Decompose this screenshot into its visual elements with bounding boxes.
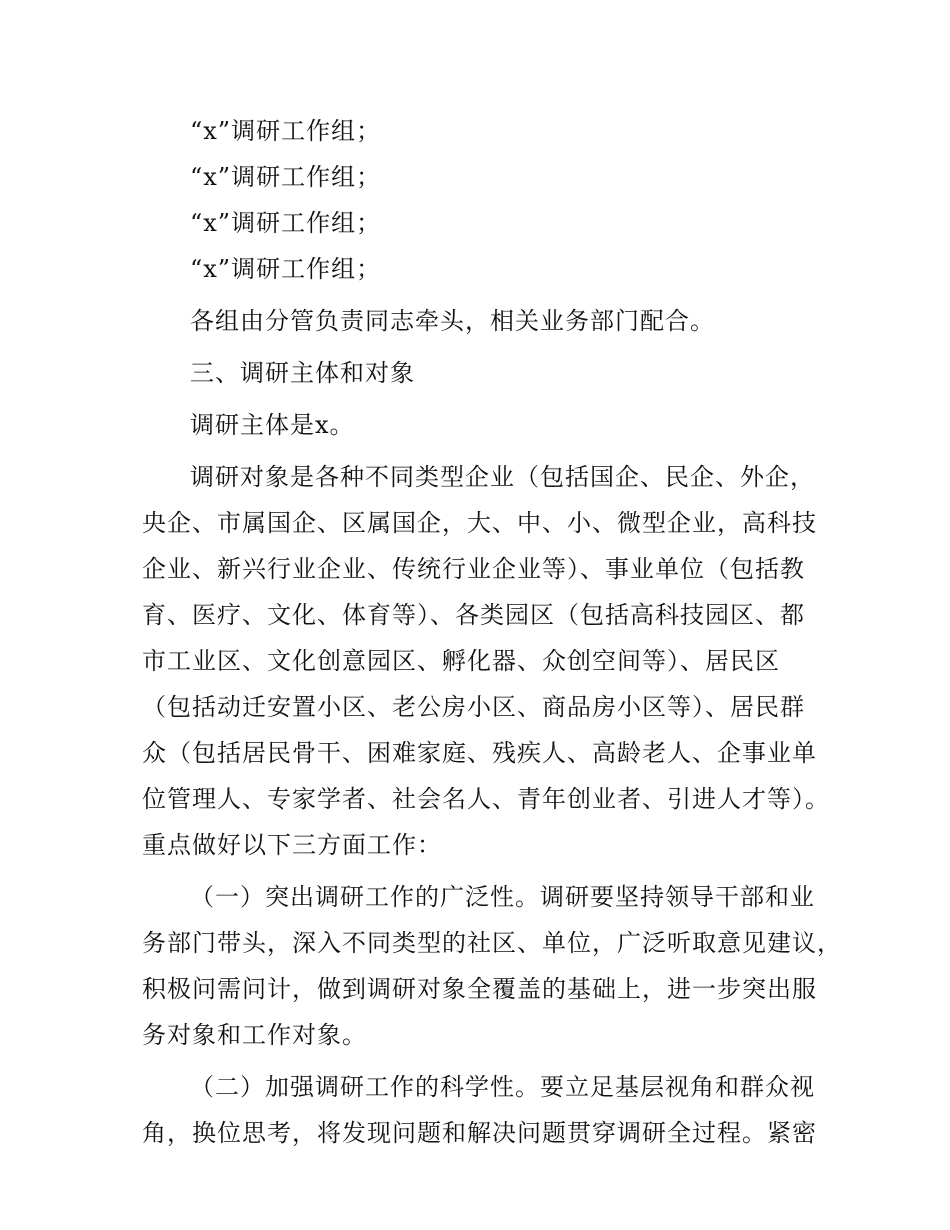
paragraph-line: 重点做好以下三方面工作： bbox=[142, 831, 442, 859]
work-group-list bbox=[142, 108, 822, 292]
paragraph-line: 众（包括居民骨干、困难家庭、残疾人、高龄老人、企事业单 bbox=[142, 739, 817, 767]
list-item: “x”调研工作组； bbox=[190, 209, 382, 237]
paragraph-line: 积极问需问计，做到调研对象全覆盖的基础上，进一步突出服 bbox=[142, 975, 817, 1003]
list-item: “x”调研工作组； bbox=[190, 255, 382, 283]
paragraph-line: 央企、市属国企、区属国企，大、中、小、微型企业，高科技 bbox=[142, 509, 817, 537]
point-two-paragraph bbox=[142, 1064, 822, 1156]
paragraph-line: （一）突出调研工作的广泛性。调研要坚持领导干部和业 bbox=[190, 883, 815, 911]
paragraph-line: 企业、新兴行业企业、传统行业企业等）、事业单位（包括教 bbox=[142, 555, 805, 583]
subject-line: 调研主体是x。 bbox=[190, 411, 355, 439]
section-heading: 三、调研主体和对象 bbox=[190, 359, 415, 387]
document-body bbox=[142, 108, 842, 1162]
paragraph-line: 调研对象是各种不同类型企业（包括国企、民企、外企， bbox=[190, 463, 815, 491]
point-one-paragraph bbox=[142, 874, 842, 1058]
paragraph-line: 务对象和工作对象。 bbox=[142, 1021, 367, 1049]
paragraph-line: 务部门带头，深入不同类型的社区、单位，广泛听取意见建议， bbox=[142, 929, 842, 957]
paragraph-line: 角，换位思考，将发现问题和解决问题贯穿调研全过程。紧密 bbox=[142, 1119, 817, 1147]
list-item: “x”调研工作组； bbox=[190, 117, 382, 145]
paragraph-line: （包括动迁安置小区、老公房小区、商品房小区等）、居民群 bbox=[142, 693, 805, 721]
paragraph-line: （二）加强调研工作的科学性。要立足基层视角和群众视 bbox=[190, 1073, 815, 1101]
list-item: “x”调研工作组； bbox=[190, 163, 382, 191]
paragraph-line: 位管理人、专家学者、社会名人、青年创业者、引进人才等）。 bbox=[142, 785, 830, 813]
group-note: 各组由分管负责同志牵头，相关业务部门配合。 bbox=[190, 307, 715, 335]
paragraph-line: 市工业区、文化创意园区、孵化器、众创空间等）、居民区 bbox=[142, 647, 780, 675]
paragraph-line: 育、医疗、文化、体育等）、各类园区（包括高科技园区、都 bbox=[142, 601, 805, 629]
objects-paragraph bbox=[142, 454, 830, 868]
